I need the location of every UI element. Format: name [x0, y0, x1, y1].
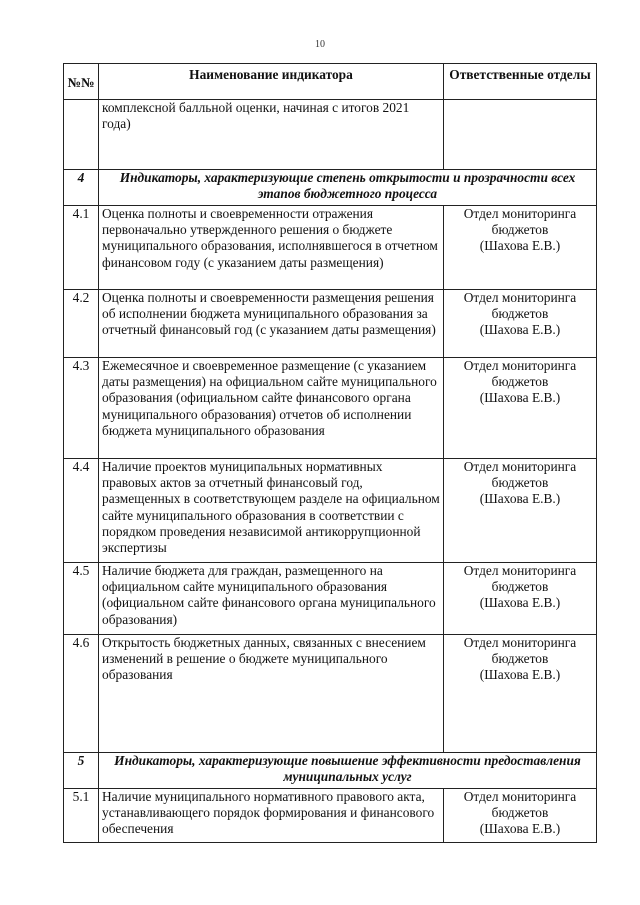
- responsible-person: (Шахова Е.В.): [479, 322, 561, 338]
- row-num: 5.1: [64, 789, 99, 843]
- table-row: [64, 459, 597, 563]
- row-name: Оценка полноты и своевременности отражения первоначально утвержденного решения о бюджете муниципального образования, исполнявшегося в отчетном финансовом году (с указанием даты размещения): [99, 206, 444, 290]
- section-num: 4: [64, 170, 99, 206]
- responsible-person: (Шахова Е.В.): [479, 595, 561, 611]
- row-responsible: [444, 206, 597, 290]
- responsible-person: (Шахова Е.В.): [479, 491, 561, 507]
- table-header-row: [64, 64, 597, 100]
- indicators-table: [63, 63, 597, 843]
- table-row: [64, 206, 597, 290]
- responsible-dept: Отдел мониторинга бюджетов: [463, 563, 577, 595]
- row-name: Ежемесячное и своевременное размещение (с указанием даты размещения) на официальном сайте муниципального образования (официальном сайте финансового органа муниципального образования) отчетов об исполнении бюджета муниципального образования: [99, 358, 444, 459]
- table-row: [64, 635, 597, 753]
- row-num: [64, 100, 99, 170]
- section-num: 5: [64, 753, 99, 789]
- responsible-person: (Шахова Е.В.): [479, 667, 561, 683]
- row-name: Наличие проектов муниципальных нормативных правовых актов за отчетный финансовый год, размещенных в соответствующем разделе на официальном сайте муниципального образования в соответствии с порядком проведения независимой антикоррупционной экспертизы: [99, 459, 444, 563]
- table-row: [64, 563, 597, 635]
- row-name: Наличие муниципального нормативного правового акта, устанавливающего порядок формирования и финансового обеспечения: [99, 789, 444, 843]
- row-responsible: [444, 100, 597, 170]
- row-responsible: [444, 635, 597, 753]
- row-num: 4.4: [64, 459, 99, 563]
- row-num: 4.6: [64, 635, 99, 753]
- row-responsible: [444, 459, 597, 563]
- table-row: [64, 358, 597, 459]
- responsible-person: (Шахова Е.В.): [479, 821, 561, 837]
- page-number: 10: [315, 39, 325, 50]
- section-title: Индикаторы, характеризующие степень открытости и прозрачности всех этапов бюджетного процесса: [99, 170, 597, 206]
- row-responsible: [444, 563, 597, 635]
- row-num: 4.3: [64, 358, 99, 459]
- row-num: 4.5: [64, 563, 99, 635]
- section-row-4: [64, 170, 597, 206]
- responsible-dept: Отдел мониторинга бюджетов: [463, 459, 577, 491]
- header-responsible: Ответственные отделы: [444, 64, 597, 100]
- row-name: комплексной балльной оценки, начиная с итогов 2021 года): [99, 100, 444, 170]
- row-name: Открытость бюджетных данных, связанных с внесением изменений в решение о бюджете муниципального образования: [99, 635, 444, 753]
- row-name: Наличие бюджета для граждан, размещенного на официальном сайте муниципального образования (официальном сайте финансового органа муниципального образования): [99, 563, 444, 635]
- row-responsible: [444, 290, 597, 358]
- section-row-5: [64, 753, 597, 789]
- header-num: №№: [64, 64, 99, 100]
- row-responsible: [444, 789, 597, 843]
- responsible-dept: Отдел мониторинга бюджетов: [463, 206, 577, 238]
- responsible-person: (Шахова Е.В.): [479, 238, 561, 254]
- row-responsible: [444, 358, 597, 459]
- table-row-continuation: [64, 100, 597, 170]
- row-num: 4.2: [64, 290, 99, 358]
- responsible-dept: Отдел мониторинга бюджетов: [463, 789, 577, 821]
- responsible-dept: Отдел мониторинга бюджетов: [463, 635, 577, 667]
- responsible-dept: Отдел мониторинга бюджетов: [463, 290, 577, 322]
- header-name: Наименование индикатора: [99, 64, 444, 100]
- row-name: Оценка полноты и своевременности размещения решения об исполнении бюджета муниципального образования за отчетный финансовый год (с указанием даты размещения): [99, 290, 444, 358]
- table-row: [64, 290, 597, 358]
- responsible-dept: Отдел мониторинга бюджетов: [463, 358, 577, 390]
- table-row: [64, 789, 597, 843]
- row-num: 4.1: [64, 206, 99, 290]
- responsible-person: (Шахова Е.В.): [479, 390, 561, 406]
- section-title: Индикаторы, характеризующие повышение эффективности предоставления муниципальных услуг: [99, 753, 597, 789]
